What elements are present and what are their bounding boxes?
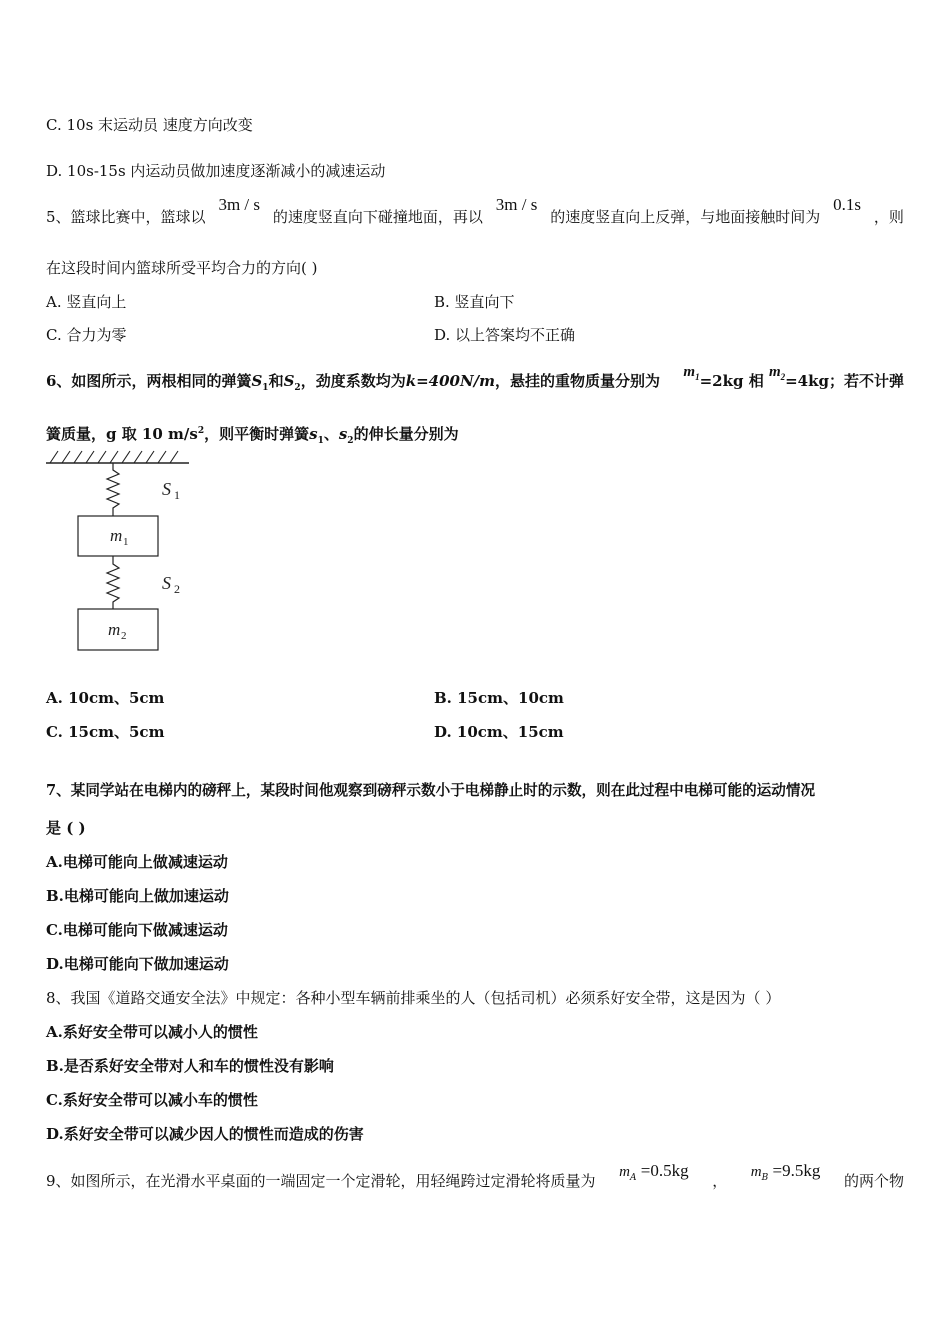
ceiling-hatching [50,451,178,463]
q5-option-c: C. 合力为零 [46,326,127,344]
q5-velocity-2: 3m / s [495,195,538,214]
q9-text-2: 的两个物 [843,1172,904,1190]
q6-stem-line1 [46,364,904,398]
q8-stem: 8、我国《道路交通安全法》中规定：各种小型车辆前排乘坐的人（包括司机）必须系好安全带，这是因为（ ） [46,989,781,1007]
q6-spring-s1-sub: 1 [262,383,269,393]
q6-line2-text-1: 簧质量，g 取 10 m/s [46,425,198,443]
q6-spring-s2: S [283,372,295,390]
spring-s2 [107,556,119,609]
q9-mass-a [619,1161,688,1188]
q7-option-d: D.电梯可能向下做加速运动 [46,955,229,973]
q6-stem-text [46,371,660,398]
q5-text-4: ，则 [873,208,904,226]
q5-option-d: D. 以上答案均不正确 [434,326,576,344]
mass-m2-label: m [108,620,121,639]
q5-text-2: 的速度竖直向下碰撞地面，再以 [272,208,483,226]
q9-mass-b-symbol: m [750,1164,762,1180]
q8-option-d: D.系好安全带可以减少因人的惯性而造成的伤害 [46,1125,364,1143]
spring-mass-figure [46,446,206,656]
q5-option-b: B. 竖直向下 [434,293,515,311]
q6-text-3: ，悬挂的重物质量分别为 [495,372,661,390]
q5-stem-line1 [46,195,904,227]
q5-text-1: 5、篮球比赛中，篮球以 [46,208,206,226]
q6-mass-m2: $m_2$ [768,364,786,382]
q6-line2-text-2: ，则平衡时弹簧 [204,425,310,443]
q6-text-2: ，劲度系数均为 [300,372,406,390]
mass-m1-label-sub: 1 [123,536,129,548]
q6-text-and: 和 [268,372,284,390]
q5-stem-line2: 在这段时间内篮球所受平均合力的方向( ) [46,259,318,277]
q9-mass-b-value: =9.5kg [768,1161,821,1180]
q9-mass-b [751,1161,821,1188]
q6-option-b: B. 15cm、10cm [434,689,564,707]
q9-comma: ， [712,1172,728,1190]
q7-option-c: C.电梯可能向下做减速运动 [46,921,228,939]
q6-mass-m1-value: =2kg 相 [699,372,764,390]
spring-s1-label-sub: 1 [174,488,180,502]
q6-spring-constant: k=400N/m [405,372,496,390]
q5-contact-time: 0.1s [833,195,862,214]
q7-stem-line2: 是 ( ) [46,819,86,837]
q4-option-d: D. 10s-15s 内运动员做加速度逐渐减小的减速运动 [46,162,386,180]
q9-stem-line1 [46,1161,904,1198]
q9-mass-a-value: =0.5kg [636,1161,689,1180]
q6-line2-s1-sub: 1 [317,436,324,446]
q7-option-b: B.电梯可能向上做加速运动 [46,887,229,905]
q7-stem-line1: 7、某同学站在电梯内的磅秤上，某段时间他观察到磅秤示数小于电梯静止时的示数，则在此过程中电梯可能的运动情况 [46,782,816,799]
q9-text-1: 9、如图所示，在光滑水平桌面的一端固定一个定滑轮，用轻绳跨过定滑轮将质量为 [46,1172,596,1190]
q6-spring-s2-sub: 2 [294,383,301,393]
q8-option-c: C.系好安全带可以减小车的惯性 [46,1091,258,1109]
spring-s1-label: S [162,479,171,499]
q4-option-c: C. 10s 末运动员 速度方向改变 [46,116,253,134]
mass-m2-label-sub: 2 [121,630,127,642]
spring-s1 [107,463,119,516]
q6-option-c: C. 15cm、5cm [46,723,165,741]
q6-text-1: 6、如图所示，两根相同的弹簧 [46,372,252,390]
q8-option-b: B.是否系好安全带对人和车的惯性没有影响 [46,1057,334,1075]
q6-spring-s1: S [251,372,263,390]
q5-option-a: A. 竖直向上 [46,293,127,311]
q6-line2-s1: s [309,425,318,443]
q6-option-a: A. 10cm、5cm [46,689,165,707]
q6-line2-text-3: 的伸长量分别为 [353,425,459,443]
q6-line2-sep: 、 [323,425,339,443]
q6-masses [683,364,904,398]
q9-mass-b-sub: B [761,1173,769,1183]
q5-option-row-1 [46,292,126,312]
q9-mass-a-sub: A [630,1173,637,1183]
q6-mass-m1: $m_1$ [683,364,700,382]
spring-s2-label: S [162,573,171,593]
q6-line2-sup: 2 [197,426,205,436]
q7-option-a: A.电梯可能向上做减速运动 [46,853,228,871]
q9-mass-a-symbol: m [619,1164,630,1180]
q6-mass-m2-value: =4kg；若不计弹 [785,372,904,390]
q5-text-3: 的速度竖直向上反弹，与地面接触时间为 [550,208,821,226]
q6-line2-s2-sub: 2 [347,436,354,446]
mass-m1-label: m [110,526,123,545]
q6-option-d: D. 10cm、15cm [434,723,564,741]
q6-line2-s2: s [338,425,348,443]
spring-s2-label-sub: 2 [174,582,180,596]
q5-velocity-1: 3m / s [218,195,260,214]
q8-option-a: A.系好安全带可以减小人的惯性 [46,1023,258,1041]
